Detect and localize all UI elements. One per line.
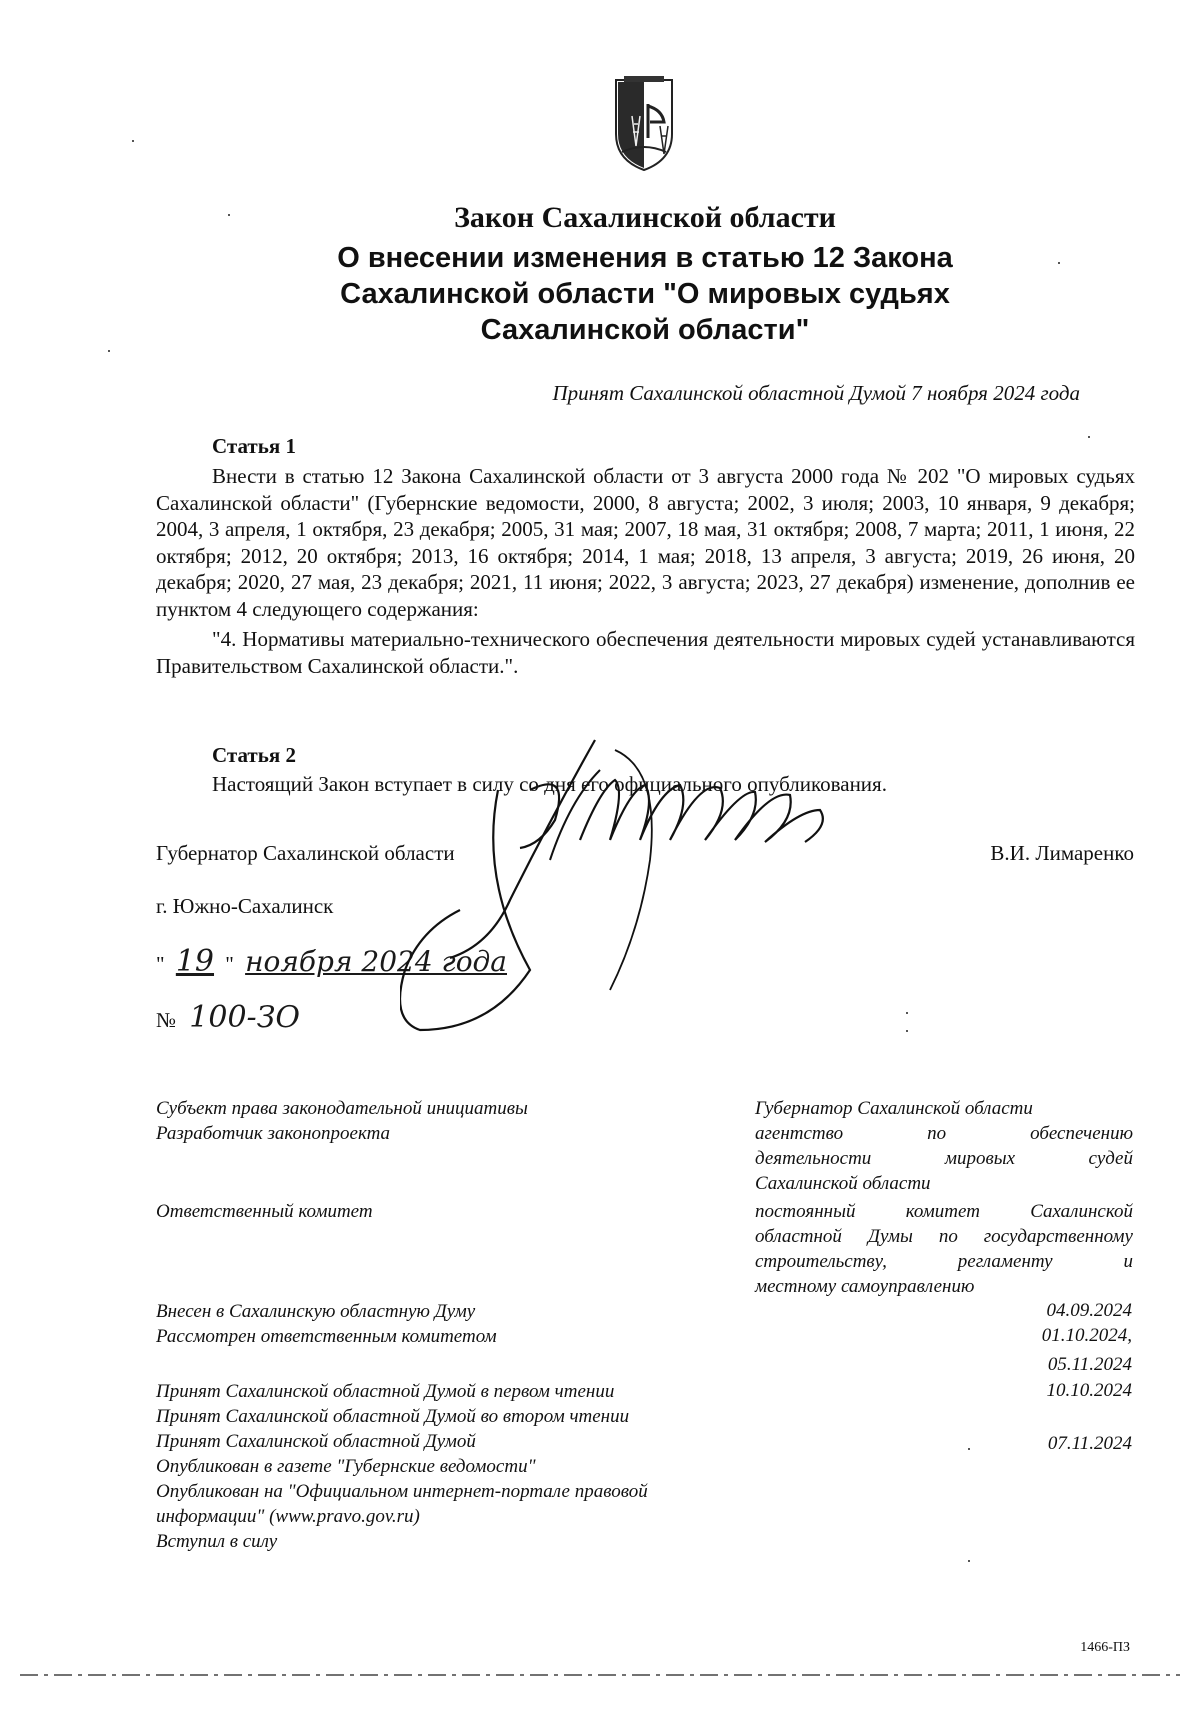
number-value: 100-ЗО [189, 1000, 300, 1035]
history-label: Принят Сахалинской областной Думой во втором чтении [156, 1406, 630, 1427]
history-label: Принят Сахалинской областной Думой [156, 1431, 476, 1452]
meta-committee-line: постоянный комитет Сахалинской [755, 1201, 1133, 1222]
city: г. Южно-Сахалинск [156, 894, 334, 918]
date-close-quote: " [225, 952, 234, 976]
history-label: информации" (www.pravo.gov.ru) [156, 1506, 420, 1527]
history-label: Опубликован на "Официальном интернет-портале правовой [156, 1481, 648, 1502]
meta-committee-line: местному самоуправлению [755, 1276, 975, 1297]
article-2-heading: Статья 2 [212, 743, 296, 767]
history-label: Рассмотрен ответственным комитетом [156, 1326, 497, 1347]
date-day: 19 [175, 944, 215, 979]
law-subtitle [150, 240, 1140, 348]
history-label: Вступил в силу [156, 1531, 278, 1552]
meta-committee-line: областной Думы по государственному [755, 1226, 1133, 1247]
meta-subject-label: Субъект права законодательной инициативы [156, 1098, 528, 1119]
document-code: 1466-ПЗ [1080, 1640, 1130, 1655]
meta-committee-line: строительству, регламенту и [755, 1251, 1133, 1272]
governor-name: В.И. Лимаренко [990, 841, 1134, 865]
history-date: 10.10.2024 [1046, 1380, 1132, 1401]
article-2-paragraph: Настоящий Закон вступает в силу со дня его официального опубликования. [212, 772, 887, 796]
meta-developer-line: агентство по обеспечению [755, 1123, 1133, 1144]
handwritten-signature [400, 730, 920, 1060]
law-number [156, 1000, 300, 1035]
article-1-quote: "4. Нормативы материально-технического обеспечения деятельности мировых судей устанавливаются Правительством Сахалинской области.". [156, 627, 1135, 678]
subtitle-line: Сахалинской области" [480, 314, 810, 346]
number-label: № [156, 1008, 177, 1032]
date-rest: ноября 2024 года [245, 945, 507, 978]
meta-subject-value: Губернатор Сахалинской области [755, 1098, 1033, 1119]
subtitle-line: Сахалинской области "О мировых судьях [340, 278, 950, 310]
date-open-quote: " [156, 952, 165, 976]
history-date: 05.11.2024 [1047, 1354, 1132, 1375]
history-date: 01.10.2024, [1041, 1325, 1132, 1346]
meta-developer-line: Сахалинской области [755, 1173, 931, 1194]
adoption-note: Принят Сахалинской областной Думой 7 ноября 2024 года [552, 381, 1080, 405]
history-date: 04.09.2024 [1046, 1300, 1132, 1321]
coat-of-arms-icon [604, 76, 684, 172]
history-date: 07.11.2024 [1047, 1433, 1132, 1454]
scan-edge-line [20, 1672, 1180, 1678]
governor-position: Губернатор Сахалинской области [156, 841, 455, 865]
history-label: Опубликован в газете "Губернские ведомости" [156, 1456, 536, 1477]
law-title: Закон Сахалинской области [454, 201, 836, 234]
article-1-heading: Статья 1 [212, 434, 296, 458]
subtitle-line: О внесении изменения в статью 12 Закона [337, 242, 953, 274]
history-label: Принят Сахалинской областной Думой в первом чтении [156, 1381, 615, 1402]
history-label: Внесен в Сахалинскую областную Думу [156, 1301, 476, 1322]
article-1-body [156, 463, 1135, 679]
meta-developer-label: Разработчик законопроекта [156, 1123, 391, 1144]
article-1-paragraph: Внести в статью 12 Закона Сахалинской области от 3 августа 2000 года № 202 "О мировых судьях Сахалинской области" (Губернские ведомости, 2000, 8 августа; 2002, 3 июля; 2003, 10 января, 9 декабря; 2004, 3 апреля, 1 октября, 23 декабря; 2005, 31 мая; 2007, 18 мая, 31 октября; 2008, 7 марта; 2011, 1 июня, 22 октября; 2012, 20 октября; 2013, 16 октября; 2014, 1 мая; 2018, 13 апреля, 3 августа; 2019, 26 июня, 20 декабря; 2020, 27 мая, 23 декабря; 2021, 11 июня; 2022, 3 августа; 2023, 27 декабря) изменение, дополнив ее пунктом 4 следующего содержания: [156, 464, 1135, 621]
meta-developer-line: деятельности мировых судей [755, 1148, 1133, 1169]
meta-committee-label: Ответственный комитет [156, 1201, 373, 1222]
